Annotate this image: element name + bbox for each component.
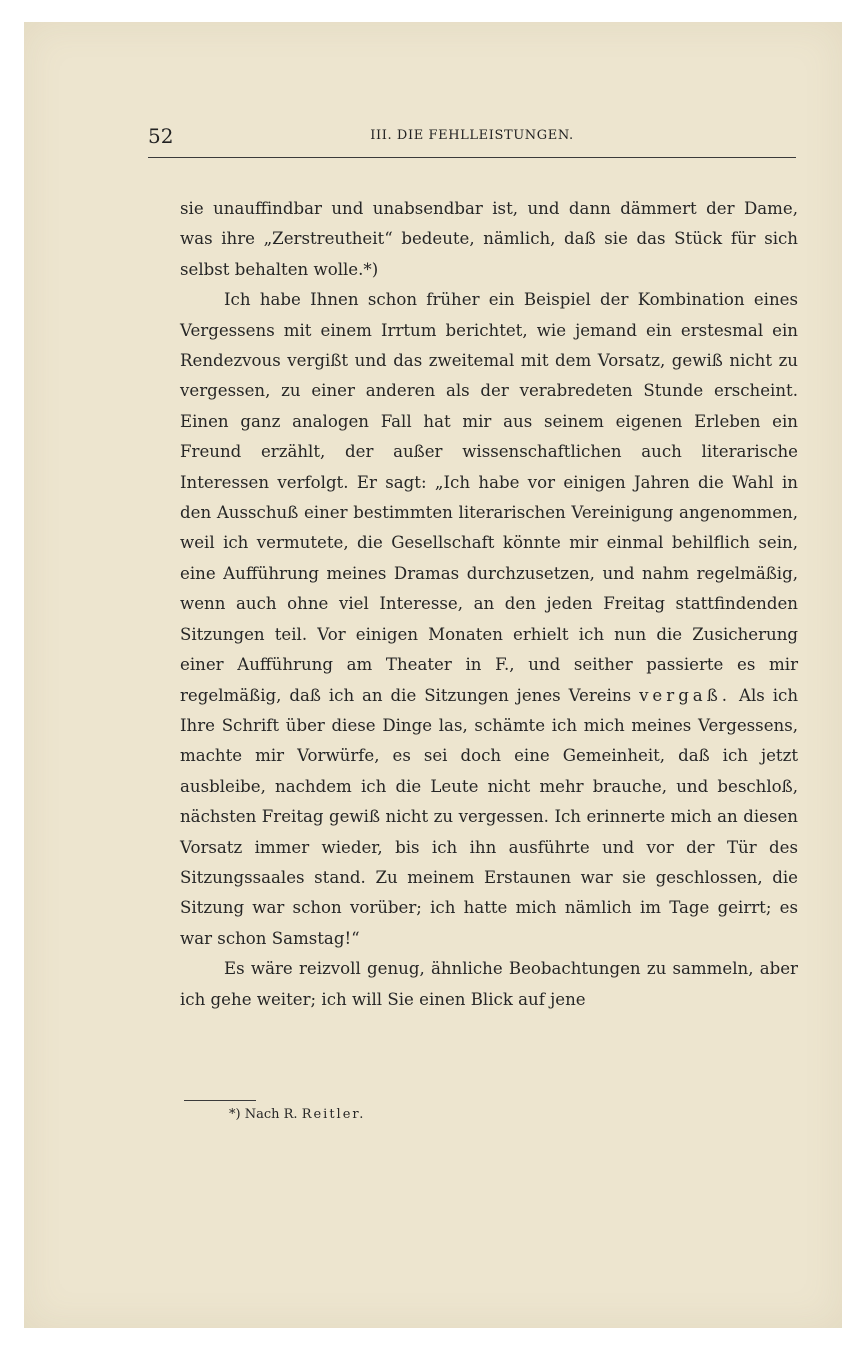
footnote-marker: *) Nach R. [229, 1107, 298, 1122]
paragraph-2 [180, 285, 798, 954]
running-head: III. DIE FEHLLEISTUNGEN. [370, 128, 574, 143]
book-page [24, 22, 842, 1328]
paragraph-2-part-2: Als ich Ihre Schrift über diese Dinge las, schämte ich mich meines Vergessens, machte mir Vorwürfe, es sei doch eine Gemeinheit, daß ich jetzt ausbleibe, nachdem ich die Leute nicht mehr brauche, und beschloß, nächsten Freitag gewiß nicht zu vergessen. Ich erinnerte mich an diesen Vorsatz immer wieder, bis ich ihn ausführte und vor der Tür des Sitzungssaales stand. Zu meinem Erstaunen war sie geschlossen, die Sitzung war schon vorüber; ich hatte mich nämlich im Tage geirrt; es war schon Samstag!“ [180, 685, 799, 948]
paragraph-3: Es wäre reizvoll genug, ähnliche Beobachtungen zu sammeln, aber ich gehe weiter; ich will Sie einen Blick auf jene [180, 959, 798, 1009]
page-number: 52 [148, 124, 174, 148]
spaced-emphasis: vergaß. [639, 685, 732, 705]
paragraph-2-part-1: Ich habe Ihnen schon früher ein Beispiel der Kombination eines Vergessens mit einem Irrtum berichtet, wie jemand ein erstesmal ein Rendezvous vergißt und das zweitemal mit dem Vorsatz, gewiß nicht zu vergessen, zu einer anderen als der verabredeten Stunde erscheint. Einen ganz analogen Fall hat mir aus seinem eigenen Erleben ein Freund erzählt, der außer wissenschaftlichen auch literarische Interessen verfolgt. Er sagt: „Ich habe vor einigen Jahren die Wahl in den Ausschuß einer bestimmten literarischen Vereinigung angenommen, weil ich vermutete, die Gesellschaft könnte mir einmal behilflich sein, eine Aufführung meines Dramas durchzusetzen, und nahm regelmäßig, wenn auch ohne viel Interesse, an den jeden Freitag stattfindenden Sitzungen teil. Vor einigen Monaten erhielt ich nun die Zusicherung einer Aufführung am Theater in F., und seither passierte es mir regelmäßig, daß ich an die Sitzungen jenes Vereins [180, 290, 798, 705]
footnote [229, 1105, 365, 1125]
paragraph-1: sie unauffindbar und unabsendbar ist, und dann dämmert der Dame, was ihre „Zerstreutheit“ bedeute, nämlich, daß sie das Stück für sich selbst behalten wolle.*) [180, 199, 798, 279]
page-header [148, 121, 796, 158]
main-text [180, 194, 798, 1015]
footnote-author: Reitler. [301, 1107, 366, 1122]
footnote-rule [184, 1100, 256, 1101]
